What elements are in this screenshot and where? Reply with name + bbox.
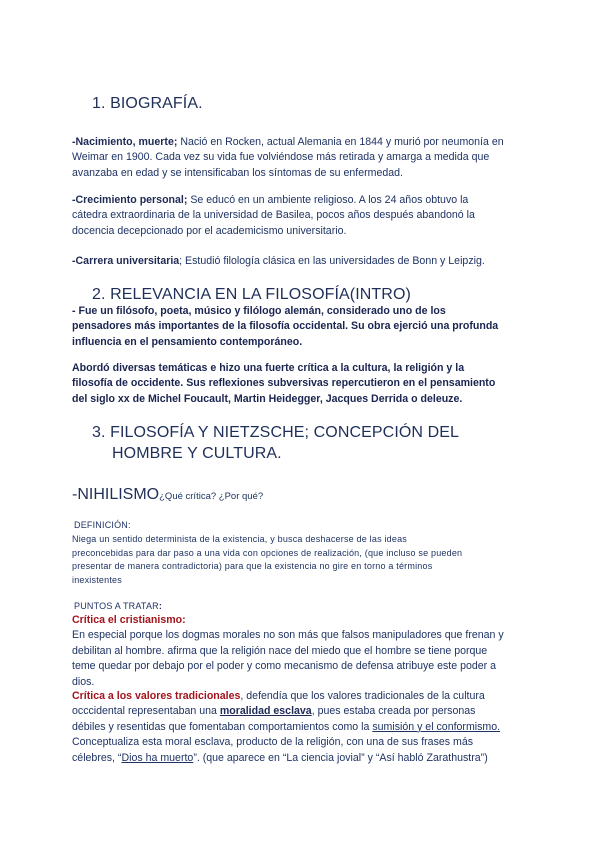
definicion-text	[72, 533, 542, 587]
text: HOMBRE Y CULTURA.	[112, 445, 282, 462]
puntos-label	[74, 600, 162, 614]
heading-biografia: 1. BIOGRAFÍA.	[92, 95, 203, 112]
text: cátedra extraordinaria de la universidad de Basilea, pocos años después abandonó la	[72, 209, 475, 222]
text: PUNTOS A TRATAR	[74, 601, 159, 611]
text: Abordó diversas temáticas e hizo una fuerte crítica a la cultura, la religión y la	[72, 362, 465, 374]
text: avanzaba en edad y se intensificaban los síntomas de su enfermedad.	[72, 166, 403, 179]
critica-valores	[72, 689, 552, 766]
text: , defendía que los valores tradicionales de la cultura	[240, 690, 485, 702]
text: influencia en el pensamiento contemporáneo.	[72, 335, 303, 348]
text: dios.	[72, 675, 95, 688]
relevancia-parrafo-1	[72, 304, 542, 350]
label-carrera: -Carrera universitaria	[72, 255, 180, 267]
text: occcidental representaban una	[72, 705, 220, 718]
text: debilitan al hombre. afirma que la religión nace del miedo que el hombre se tiene porque	[72, 644, 488, 657]
text: Niega un sentido determinista de la existencia, y busca deshacerse de las ideas	[72, 534, 407, 544]
nihilismo-question: ¿Qué crítica? ¿Por qué?	[159, 491, 264, 502]
text: Nació en Rocken, actual Alemania en 1844 y murió por neumonía en	[177, 136, 504, 148]
bio-nacimiento	[72, 135, 542, 181]
text: - Fue un filósofo, poeta, músico y filólogo alemán, considerado uno de los	[72, 305, 446, 317]
text: preconcebidas para dar paso a una vida con opciones de realización, (que incluso se pueden	[72, 547, 463, 558]
sumision-conformismo: sumisión y el conformismo.	[372, 720, 501, 733]
text: del siglo xx de Michel Foucault, Martin Heidegger, Jacques Derrida o deleuze.	[72, 392, 463, 405]
text: pensadores más importantes de la filosofía occidental. Su obra ejerció una profunda	[72, 320, 499, 333]
heading-filosofia-nietzsche	[92, 422, 459, 464]
text: célebres, “	[72, 751, 122, 764]
label-crecimiento: -Crecimiento personal;	[72, 194, 188, 206]
text: presentar de manera contradictoria) para que la existencia no gire en torno a términos	[72, 561, 433, 572]
text: , pues estaba creada por personas	[311, 705, 476, 718]
dios-ha-muerto: Dios ha muerto	[121, 751, 194, 764]
bio-carrera	[72, 254, 542, 269]
moralidad-esclava: moralidad esclava	[219, 705, 312, 718]
nihilismo-title: -NIHILISMO	[72, 486, 160, 503]
nihilismo-heading	[72, 486, 263, 504]
text: ”. (que aparece en “La ciencia jovial” y “Así habló Zarathustra”)	[193, 751, 488, 764]
text: teme quedar por debajo por el poder y como mecanismo de defensa atribuye este poder a	[72, 660, 497, 673]
text: débiles y resentidas que fomentaban comportamientos como la	[72, 720, 373, 733]
text: ; Estudió filología clásica en las universidades de Bonn y Leipzig.	[179, 255, 485, 267]
text: filosofía de occidente. Sus reflexiones subversivas repercutieron en el pensamiento	[72, 377, 496, 390]
text: docencia decepcionado por el academicismo universitario.	[72, 224, 347, 237]
heading-relevancia: 2. RELEVANCIA EN LA FILOSOFÍA(INTRO)	[92, 286, 411, 303]
bio-crecimiento	[72, 193, 542, 239]
critica-cristianismo	[72, 613, 542, 690]
text: Weimar en 1900. Cada vez su vida fue volviéndose más retirada y amarga a medida que	[72, 151, 490, 164]
relevancia-parrafo-2	[72, 361, 542, 407]
critica-cristianismo-label: Crítica el cristianismo:	[72, 614, 186, 626]
text: En especial porque los dogmas morales no son más que falsos manipuladores que frenan y	[72, 629, 504, 642]
label-nacimiento: -Nacimiento, muerte;	[72, 136, 178, 148]
text: Conceptualiza esta moral esclava, producto de la religión, con una de sus frases más	[72, 736, 474, 749]
text: 3. FILOSOFÍA Y NIETZSCHE; CONCEPCIÓN DEL	[92, 424, 460, 441]
critica-valores-label: Crítica a los valores tradicionales	[72, 690, 241, 702]
text: Se educó en un ambiente religioso. A los 24 años obtuvo la	[187, 194, 469, 206]
text: inexistentes	[72, 574, 122, 585]
definicion-label: DEFINICIÓN:	[74, 520, 131, 530]
text: :	[158, 601, 163, 611]
